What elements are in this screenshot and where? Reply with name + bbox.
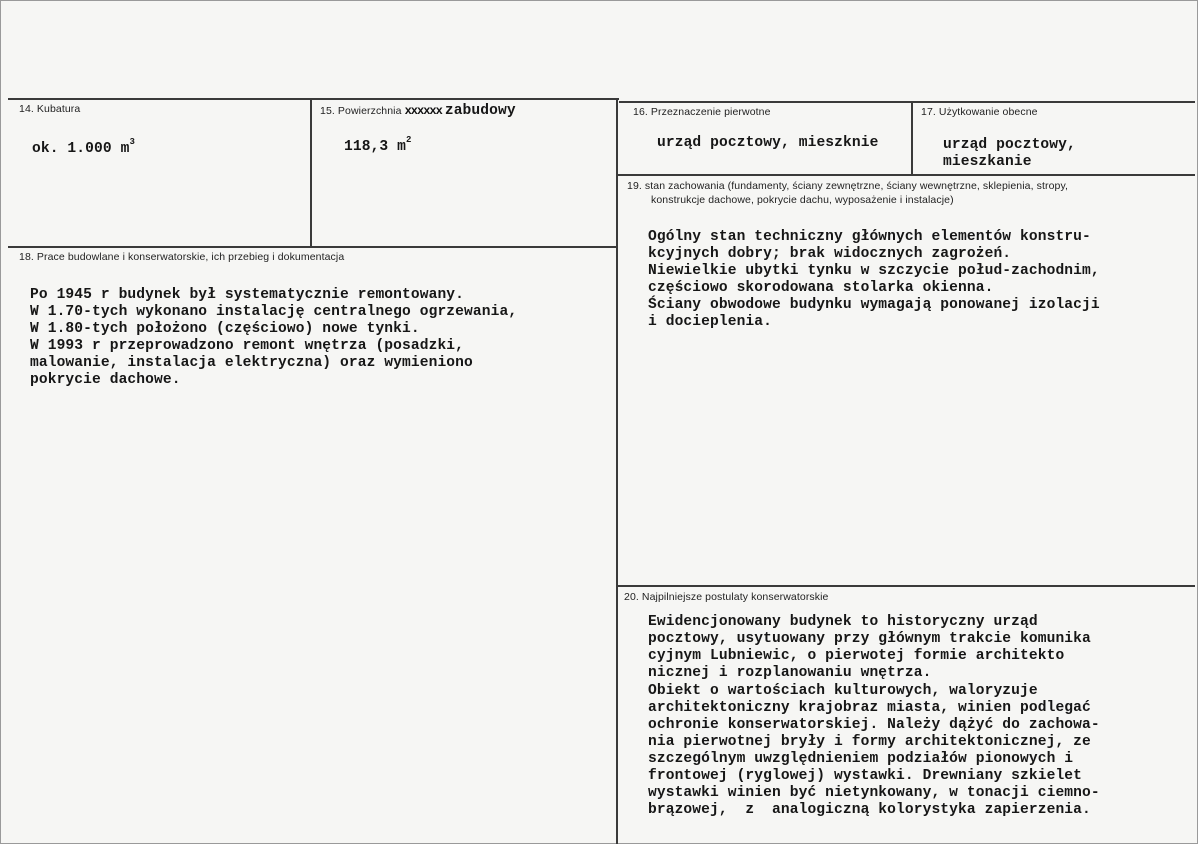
divider-14-15 bbox=[310, 99, 312, 246]
field-14-value-text: ok. 1.000 m bbox=[32, 140, 130, 157]
field-20-line-1: Ewidencjonowany budynek to historyczny urząd bbox=[648, 614, 1038, 630]
field-17-label: 17. Użytkowanie obecne bbox=[921, 106, 1038, 118]
divider-16-17 bbox=[911, 102, 913, 174]
field-19-line-5: Ściany obwodowe budynku wymagają ponowanej izolacji bbox=[648, 297, 1100, 313]
field-19-line-2: kcyjnych dobry; brak widocznych zagrożeń. bbox=[648, 246, 1012, 262]
field-20-label: 20. Najpilniejsze postulaty konserwatorskie bbox=[624, 591, 829, 603]
field-20-line-11: wystawki winien być nietynkowany, w tonacji ciemno- bbox=[648, 785, 1100, 801]
field-19-line-6: i docieplenia. bbox=[648, 314, 773, 330]
field-18-line-5: malowanie, instalacja elektryczna) oraz wymieniono bbox=[30, 355, 473, 371]
field-14-value-sup: 3 bbox=[129, 137, 135, 147]
rule-top-right bbox=[619, 101, 1195, 103]
field-17-line-2: mieszkanie bbox=[943, 154, 1032, 170]
field-15-label-struck: xxxxxx bbox=[404, 104, 442, 118]
field-20-line-5: Obiekt o wartościach kulturowych, waloryzuje bbox=[648, 683, 1038, 699]
field-20-line-8: nia pierwotnej bryły i formy architektonicznej, ze bbox=[648, 734, 1091, 750]
field-15-value bbox=[344, 134, 412, 156]
field-20-line-4: nicznej i rozplanowaniu wnętrza. bbox=[648, 665, 932, 681]
field-16-value: urząd pocztowy, mieszknie bbox=[657, 135, 879, 151]
field-20-line-6: architektoniczny krajobraz miasta, winien podlegać bbox=[648, 700, 1091, 716]
rule-above-20 bbox=[617, 585, 1195, 587]
field-19-line-1: Ogólny stan techniczny głównych elementów konstru- bbox=[648, 229, 1091, 245]
field-18-label: 18. Prace budowlane i konserwatorskie, ich przebieg i dokumentacja bbox=[19, 251, 345, 263]
field-18-line-4: W 1993 r przeprowadzono remont wnętrza (posadzki, bbox=[30, 338, 465, 354]
field-18-line-6: pokrycie dachowe. bbox=[30, 372, 181, 388]
field-19-label-line-2: konstrukcje dachowe, pokrycie dachu, wyposażenie i instalacje) bbox=[651, 194, 954, 206]
rule-top-left bbox=[8, 98, 619, 100]
field-19-line-4: częściowo skorodowana stolarka okienna. bbox=[648, 280, 994, 296]
field-18-line-3: W 1.80-tych położono (częściowo) nowe tynki. bbox=[30, 321, 420, 337]
field-20-line-2: pocztowy, usytuowany przy głównym trakcie komunika bbox=[648, 631, 1091, 647]
field-16-label: 16. Przeznaczenie pierwotne bbox=[633, 106, 771, 118]
field-15-value-sup: 2 bbox=[406, 135, 412, 145]
field-15-label bbox=[320, 103, 516, 119]
field-20-line-12: brązowej, z analogiczną kolorystyka zapierzenia. bbox=[648, 802, 1091, 818]
field-20-line-3: cyjnym Lubniewic, o pierwotej formie architekto bbox=[648, 648, 1065, 664]
field-17-line-1: urząd pocztowy, bbox=[943, 137, 1076, 153]
field-14-value bbox=[32, 136, 135, 158]
rule-above-18 bbox=[8, 246, 617, 248]
field-15-value-text: 118,3 m bbox=[344, 138, 407, 155]
field-19-line-3: Niewielkie ubytki tynku w szczycie połud-zachodnim, bbox=[648, 263, 1100, 279]
field-18-line-1: Po 1945 r budynek był systematycznie remontowany. bbox=[30, 287, 465, 303]
field-19-label-line-1: 19. stan zachowania (fundamenty, ściany zewnętrzne, ściany wewnętrzne, sklepienia, stropy, bbox=[627, 180, 1069, 192]
field-14-label: 14. Kubatura bbox=[19, 103, 81, 115]
field-15-label-typed: zabudowy bbox=[444, 103, 516, 119]
divider-left-right bbox=[616, 99, 618, 844]
field-15-label-text: 15. Powierzchnia bbox=[320, 105, 402, 117]
field-18-line-2: W 1.70-tych wykonano instalację centralnego ogrzewania, bbox=[30, 304, 518, 320]
field-20-line-9: szczególnym uwzględnieniem podziałów pionowych i bbox=[648, 751, 1074, 767]
rule-above-19 bbox=[617, 174, 1195, 176]
field-20-line-10: frontowej (ryglowej) wystawki. Drewniany szkielet bbox=[648, 768, 1083, 784]
field-20-line-7: ochronie konserwatorskiej. Należy dążyć do zachowa- bbox=[648, 717, 1100, 733]
